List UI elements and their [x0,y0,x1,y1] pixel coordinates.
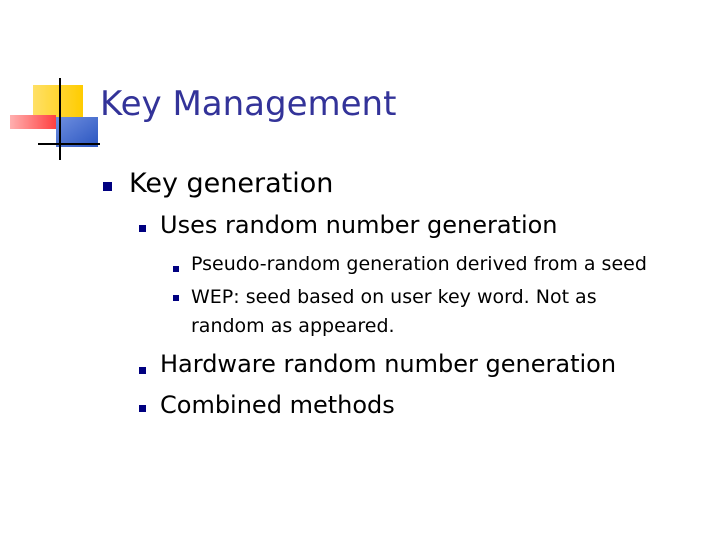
bullet-key-generation: Key generation [129,168,334,199]
bullet-hardware-random-number-generation: Hardware random number generation [160,350,617,378]
bullet-square-icon [139,225,146,232]
bullet-wep-seed-line-2: random as appeared. [191,315,395,337]
bullet-square-icon [173,295,179,301]
bullet-uses-random-number-generation: Uses random number generation [160,211,558,239]
bullet-square-icon [139,367,146,374]
slide-title: Key Management [100,84,397,124]
slide-logo-graphic [0,0,110,170]
logo-red-bar [10,115,56,129]
logo-horizontal-line [38,143,100,145]
bullet-pseudo-random-generation: Pseudo-random generation derived from a seed [191,253,647,275]
bullet-square-icon [173,266,179,272]
bullet-combined-methods: Combined methods [160,391,395,419]
bullet-wep-seed-line-1: WEP: seed based on user key word. Not as [191,286,597,308]
bullet-square-icon [139,405,146,412]
bullet-square-icon [103,182,112,191]
logo-vertical-line [59,78,61,160]
logo-blue-square [56,117,98,147]
